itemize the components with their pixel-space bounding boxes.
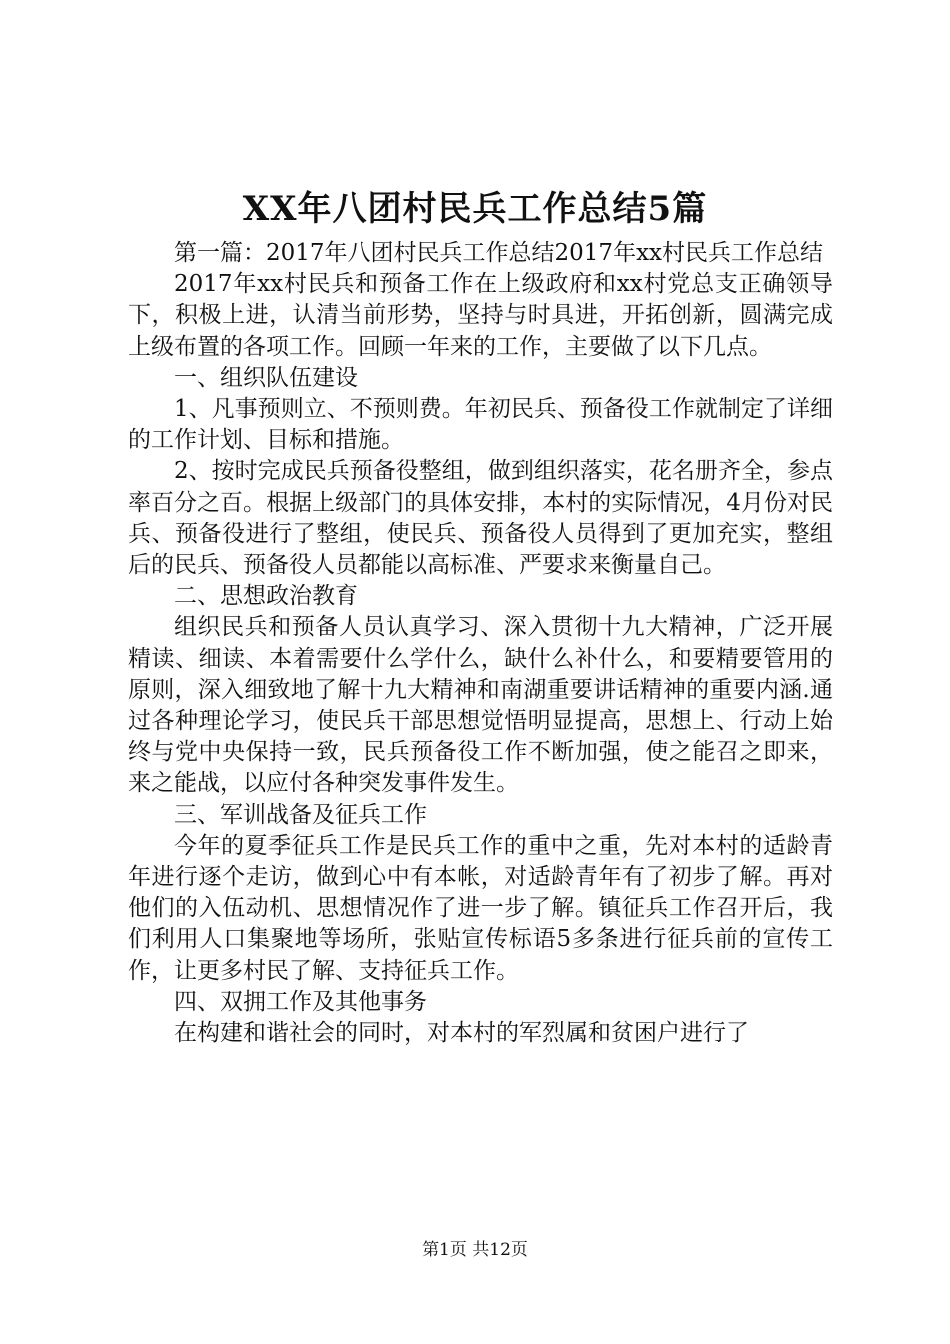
document-title: XX年八团村民兵工作总结5篇: [242, 189, 708, 229]
section-heading-2: 二、思想政治教育: [174, 583, 358, 610]
document-body: [128, 238, 833, 1049]
section-heading-4: 四、双拥工作及其他事务: [174, 988, 427, 1015]
page-number-footer: 第1页 共12页: [422, 1240, 528, 1260]
section-heading-3: 三、军训战备及征兵工作: [174, 801, 427, 828]
section-heading-1: 一、组织队伍建设: [174, 364, 358, 391]
paragraph: 1、凡事预则立、不预则费。年初民兵、预备役工作就制定了详细的工作计划、目标和措施。: [128, 396, 833, 454]
paragraph: 2017年xx村民兵和预备工作在上级政府和xx村党总支正确领导下，积极上进，认清当前形势，坚持与时具进，开拓创新，圆满完成上级布置的各项工作。回顾一年来的工作，主要做了以下几点。: [128, 271, 833, 360]
paragraph: 组织民兵和预备人员认真学习、深入贯彻十九大精神，广泛开展精读、细读、本着需要什么学什么，缺什么补什么，和要精要管用的原则，深入细致地了解十九大精神和南湖重要讲话精神的重要内涵.通过各种理论学习，使民兵干部思想觉悟明显提高，思想上、行动上始终与党中央保持一致，民兵预备役工作不断加强，使之能召之即来，来之能战，以应付各种突发事件发生。: [128, 614, 833, 797]
paragraph: 在构建和谐社会的同时，对本村的军烈属和贫困户进行了: [174, 1020, 749, 1047]
paragraph: 2、按时完成民兵预备役整组，做到组织落实，花名册齐全，参点率百分之百。根据上级部门的具体安排，本村的实际情况，4月份对民兵、预备役进行了整组，使民兵、预备役人员得到了更加充实，整组后的民兵、预备役人员都能以高标准、严要求来衡量自己。: [128, 458, 833, 579]
paragraph: 今年的夏季征兵工作是民兵工作的重中之重，先对本村的适龄青年进行逐个走访，做到心中有本帐，对适龄青年有了初步了解。再对他们的入伍动机、思想情况作了进一步了解。镇征兵工作召开后，我们利用人口集聚地等场所，张贴宣传标语5多条进行征兵前的宣传工作，让更多村民了解、支持征兵工作。: [128, 832, 833, 984]
paragraph-heading-1: 第一篇：2017年八团村民兵工作总结2017年xx村民兵工作总结: [174, 240, 824, 266]
